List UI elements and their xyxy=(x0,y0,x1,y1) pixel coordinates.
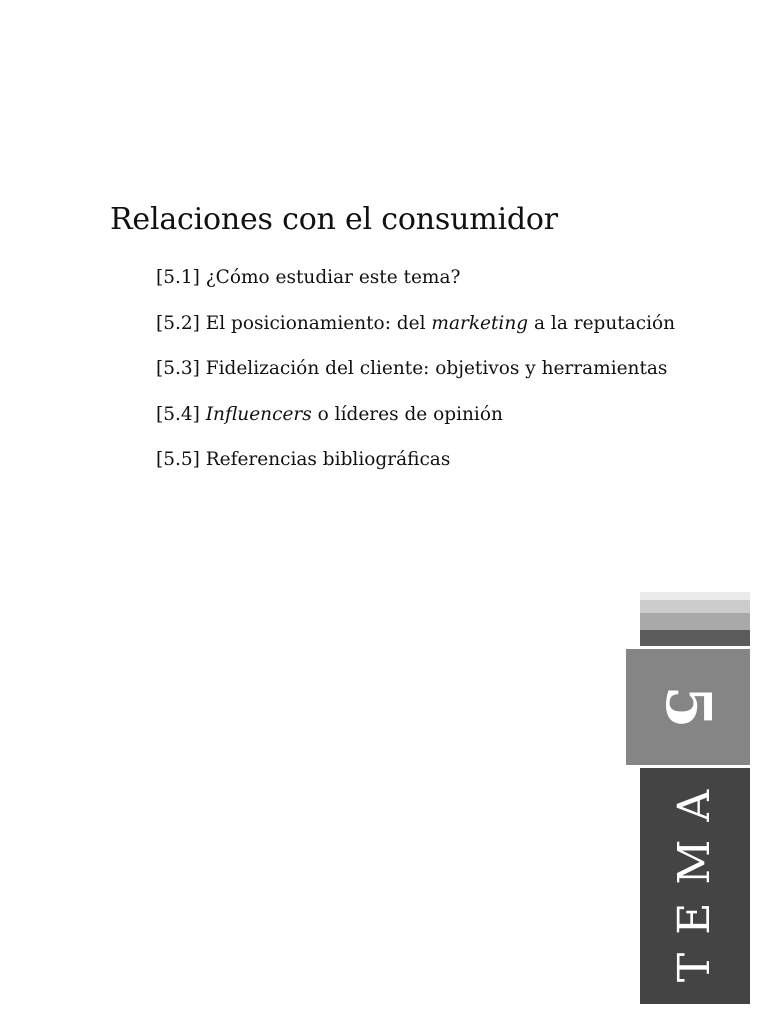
toc-item-italic-text: Influencers xyxy=(205,403,312,425)
toc-item-text: Referencias bibliográficas xyxy=(205,449,451,470)
toc-item-text: ¿Cómo estudiar este tema? xyxy=(205,267,461,288)
toc-item-text-after: o líderes de opinión xyxy=(317,403,503,425)
toc-item-text: El posicionamiento: del xyxy=(205,312,426,334)
chapter-number: 5 xyxy=(652,685,725,729)
toc-item-5-3 xyxy=(156,355,675,401)
toc-item-text-after: a la reputación xyxy=(534,312,676,334)
toc-item-italic-text: marketing xyxy=(431,312,529,334)
toc-item-5-1 xyxy=(156,264,675,310)
chapter-label: TEMA xyxy=(669,771,720,983)
chapter-number-tab xyxy=(626,649,750,765)
tab-strip-mid xyxy=(640,613,750,630)
toc-item-5-5 xyxy=(156,446,675,492)
toc-item-number: [5.1] xyxy=(156,267,200,288)
toc-item-text: Fidelización del cliente: objetivos y herramientas xyxy=(205,358,668,379)
toc-item-5-2 xyxy=(156,310,675,356)
chapter-label-tab xyxy=(640,768,750,1004)
tab-strip-mid-light xyxy=(640,600,750,613)
chapter-title: Relaciones con el consumidor xyxy=(110,202,558,237)
tab-strip-light xyxy=(640,592,750,600)
toc-item-number: [5.5] xyxy=(156,449,200,470)
tab-strip-dark xyxy=(640,630,750,646)
toc-item-5-4 xyxy=(156,401,675,447)
table-of-contents xyxy=(156,264,675,492)
toc-item-number: [5.4] xyxy=(156,403,200,425)
toc-item-number: [5.3] xyxy=(156,358,200,379)
toc-item-number: [5.2] xyxy=(156,312,200,334)
